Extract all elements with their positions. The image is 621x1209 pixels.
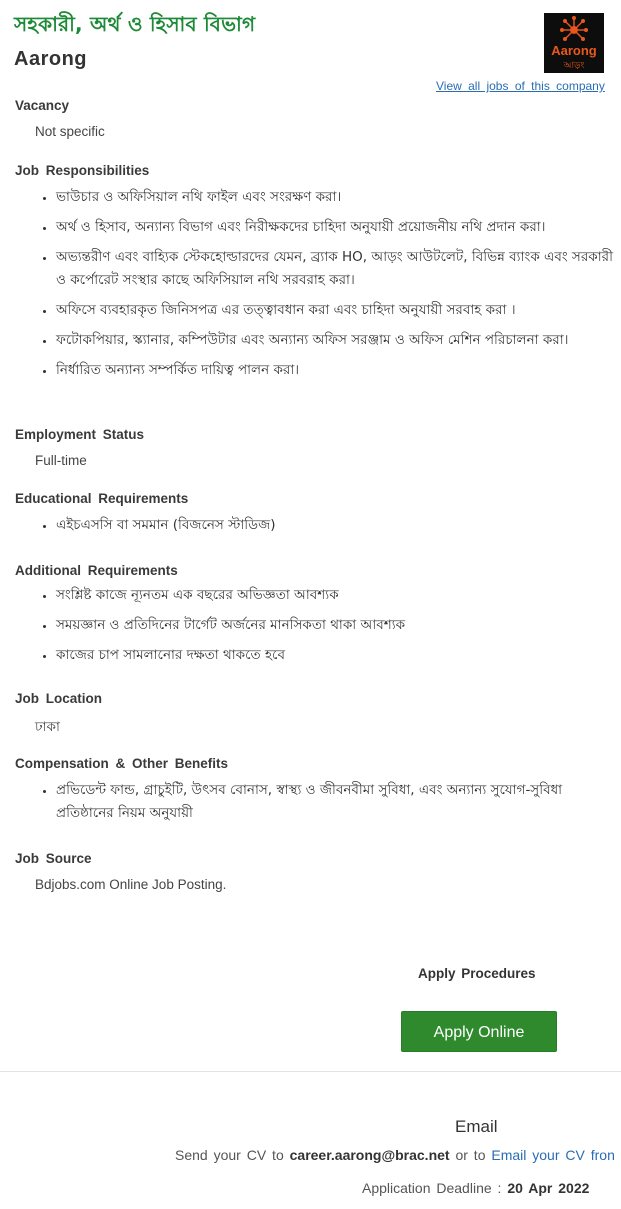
email-address: career.aarong@brac.net (289, 1147, 450, 1163)
compensation-list (36, 779, 616, 832)
email-cv-link[interactable]: Email your CV fron (491, 1147, 615, 1163)
job-source-heading: Job Source (15, 851, 92, 866)
apply-online-button[interactable]: Apply Online (401, 1011, 557, 1052)
job-source-value: Bdjobs.com Online Job Posting. (35, 877, 227, 892)
list-item: • ফটোকপিয়ার, স্ক্যানার, কম্পিউটার এবং অন্যান্য অফিস সরঞ্জাম ও অফিস মেশিন পরিচালনা করা। (56, 329, 616, 352)
company-name: Aarong (14, 48, 87, 70)
education-heading: Educational Requirements (15, 491, 189, 506)
additional-requirements-heading: Additional Requirements (15, 563, 178, 578)
email-instructions (175, 1147, 615, 1163)
additional-requirements-list (36, 584, 616, 674)
list-item: • নির্ধারিত অন্যান্য সম্পর্কিত দায়িত্ব পালন করা। (56, 359, 616, 382)
email-heading: Email (455, 1117, 498, 1136)
deadline-label: Application Deadline : (362, 1180, 502, 1196)
divider (0, 1071, 621, 1072)
list-item: • ভাউচার ও অফিসিয়াল নথি ফাইল এবং সংরক্ষণ করা। (56, 186, 616, 209)
list-item: • অর্থ ও হিসাব, অন্যান্য বিভাগ এবং নিরীক্ষকদের চাহিদা অনুযায়ী প্রয়োজনীয় নথি প্রদান করা। (56, 216, 616, 239)
list-item: • প্রভিডেন্ট ফান্ড, গ্রাচুইটি, উৎসব বোনাস, স্বাস্থ্য ও জীবনবীমা সুবিধা, এবং অন্যান্য সুযোগ-সুবিধা প্রতিষ্ঠানের নিয়ম অনুযায়ী (56, 779, 616, 825)
list-item: • অফিসে ব্যবহারকৃত জিনিসপত্র এর তত্ত্বাবধান করা এবং চাহিদা অনুযায়ী সরবাহ করা । (56, 299, 616, 322)
list-item: • এইচএসসি বা সমমান (বিজনেস স্টাডিজ) (56, 514, 616, 537)
responsibilities-heading: Job Responsibilities (15, 163, 150, 178)
job-location-value: ঢাকা (35, 719, 60, 735)
responsibilities-list (36, 186, 616, 389)
job-location-heading: Job Location (15, 691, 102, 706)
list-item: • সময়জ্ঞান ও প্রতিদিনের টার্গেট অর্জনের মানসিকতা থাকা আবশ্যক (56, 614, 616, 637)
or-to-text: or to (455, 1147, 486, 1163)
job-title: সহকারী, অর্থ ও হিসাব বিভাগ (14, 12, 256, 36)
list-item: • সংশ্লিষ্ট কাজে ন্যূনতম এক বছরের অভিজ্ঞতা আবশ্যক (56, 584, 616, 607)
employment-status-value: Full-time (35, 453, 87, 468)
application-deadline (362, 1180, 589, 1196)
deadline-date: 20 Apr 2022 (507, 1180, 590, 1196)
aarong-logo-icon (544, 13, 604, 73)
vacancy-value: Not specific (35, 124, 105, 139)
vacancy-heading: Vacancy (15, 98, 70, 113)
list-item: • কাজের চাপ সামলানোর দক্ষতা থাকতে হবে (56, 644, 616, 667)
apply-procedures-heading: Apply Procedures (418, 966, 536, 981)
send-cv-prefix: Send your CV to (175, 1147, 284, 1163)
employment-status-heading: Employment Status (15, 427, 145, 442)
logo-text-bn: আড়ং (563, 61, 585, 71)
education-list (36, 514, 616, 544)
view-all-jobs-link[interactable]: View all jobs of this company (436, 79, 605, 93)
list-item: • অভ্যন্তরীণ এবং বাহ্যিক স্টেকহোল্ডারদের যেমন, ব্র্যাক HO, আড়ং আউটলেট, বিভিন্ন ব্যাংক এবং সরকারী ও কর্পোরেট সংস্থার কাছে অফিসিয়াল নথি সরবরাহ করা। (56, 246, 616, 292)
compensation-heading: Compensation & Other Benefits (15, 756, 229, 771)
logo-text-en: Aarong (551, 43, 597, 58)
